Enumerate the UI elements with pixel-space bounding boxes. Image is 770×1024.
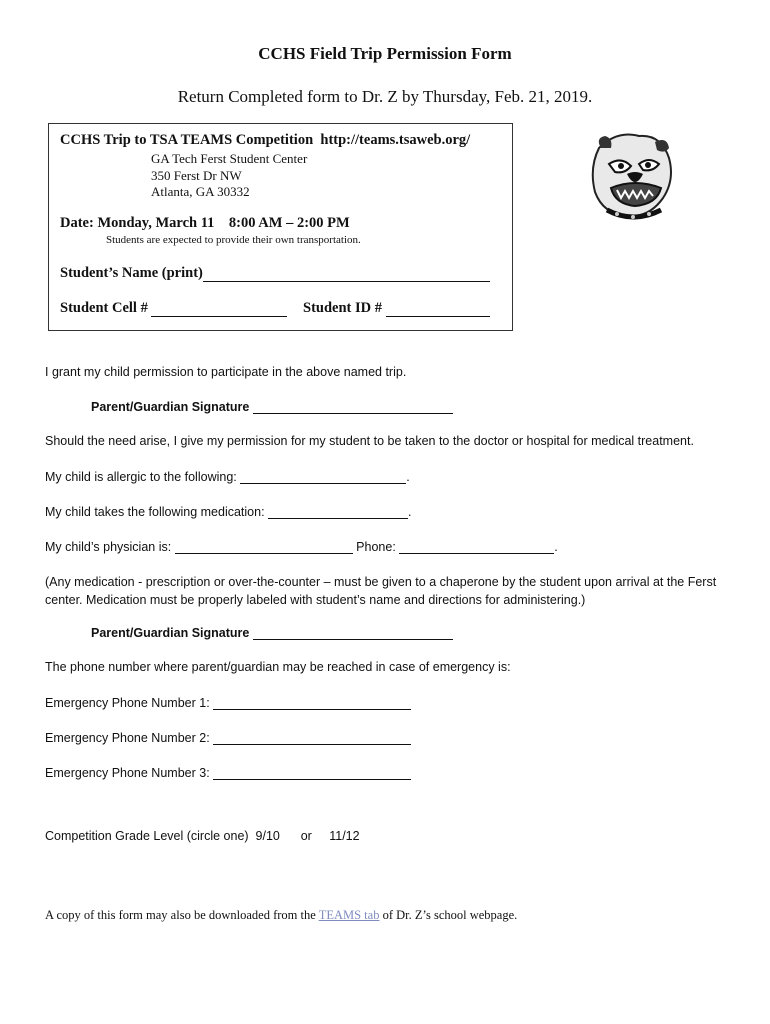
emergency-label-2: Emergency Phone Number 2: bbox=[45, 731, 210, 745]
transport-note: Students are expected to provide their own transportation. bbox=[106, 234, 361, 246]
student-name-label: Student’s Name (print) bbox=[60, 265, 203, 281]
student-id-row bbox=[303, 300, 490, 317]
emergency-field-2[interactable] bbox=[213, 730, 411, 745]
footer-note bbox=[45, 908, 517, 923]
physician-label: My child’s physician is: bbox=[45, 540, 172, 554]
phone-period: . bbox=[554, 540, 558, 554]
grant-text: I grant my child permission to participate in the above named trip. bbox=[45, 365, 407, 379]
city-address: Atlanta, GA 30332 bbox=[151, 184, 250, 199]
allergy-row bbox=[45, 469, 410, 484]
signature-label-1: Parent/Guardian Signature bbox=[91, 400, 250, 414]
page-title: CCHS Field Trip Permission Form bbox=[258, 44, 512, 63]
medication-label: My child takes the following medication: bbox=[45, 505, 265, 519]
street-address: 350 Ferst Dr NW bbox=[151, 167, 242, 183]
signature-row-1 bbox=[91, 399, 453, 414]
return-note: Return Completed form to Dr. Z by Thursday, Feb. 21, 2019. bbox=[177, 87, 593, 106]
grade-or: or bbox=[300, 829, 312, 843]
time-range: 8:00 AM – 2:00 PM bbox=[228, 215, 350, 231]
signature-field-1[interactable] bbox=[253, 399, 453, 414]
student-name-field[interactable] bbox=[203, 267, 490, 282]
venue-name: GA Tech Ferst Student Center bbox=[151, 151, 308, 166]
medication-field[interactable] bbox=[268, 504, 408, 519]
allergy-period: . bbox=[406, 470, 410, 484]
allergy-label: My child is allergic to the following: bbox=[45, 470, 237, 484]
emergency-field-1[interactable] bbox=[213, 695, 411, 710]
student-cell-row bbox=[60, 300, 287, 317]
trip-address bbox=[151, 151, 307, 201]
emergency-row-3 bbox=[45, 765, 411, 780]
physician-field[interactable] bbox=[175, 539, 353, 554]
emergency-label-3: Emergency Phone Number 3: bbox=[45, 766, 210, 780]
date-label: Date: Monday, March 11 bbox=[60, 215, 215, 231]
footer-prefix: A copy of this form may also be downloaded from the bbox=[45, 908, 316, 922]
grade-label: Competition Grade Level (circle one) bbox=[45, 829, 249, 843]
emergency-field-3[interactable] bbox=[213, 765, 411, 780]
trip-info-box bbox=[48, 123, 513, 331]
physician-phone-field[interactable] bbox=[399, 539, 554, 554]
medication-period: . bbox=[408, 505, 412, 519]
trip-url: http://teams.tsaweb.org/ bbox=[320, 132, 471, 148]
emergency-intro: The phone number where parent/guardian may be reached in case of emergency is: bbox=[45, 660, 511, 674]
signature-label-2: Parent/Guardian Signature bbox=[91, 626, 250, 640]
student-name-row bbox=[60, 265, 490, 282]
student-cell-field[interactable] bbox=[151, 302, 287, 317]
signature-row-2 bbox=[91, 625, 453, 640]
physician-row bbox=[45, 539, 558, 554]
trip-heading bbox=[60, 132, 470, 149]
signature-field-2[interactable] bbox=[253, 625, 453, 640]
medication-note: (Any medication - prescription or over-the-counter – must be given to a chaperone by the student upon arrival at the Ferst center. Medication must be properly labeled with student’s name and directions for administering.) bbox=[45, 575, 717, 607]
emergency-row-2 bbox=[45, 730, 411, 745]
medication-row bbox=[45, 504, 412, 519]
medical-text: Should the need arise, I give my permission for my student to be taken to the doctor or hospital for medical treatment. bbox=[45, 434, 694, 448]
grade-option-9-10[interactable]: 9/10 bbox=[255, 829, 280, 843]
emergency-label-1: Emergency Phone Number 1: bbox=[45, 696, 210, 710]
teams-tab-link[interactable]: TEAMS tab bbox=[318, 908, 380, 922]
student-id-label: Student ID # bbox=[303, 300, 382, 316]
phone-label: Phone: bbox=[356, 540, 396, 554]
grade-option-11-12[interactable]: 11/12 bbox=[329, 829, 360, 843]
allergy-field[interactable] bbox=[240, 469, 406, 484]
footer-suffix: of Dr. Z’s school webpage. bbox=[382, 908, 518, 922]
student-cell-label: Student Cell # bbox=[60, 300, 148, 316]
grade-row bbox=[45, 829, 360, 843]
emergency-row-1 bbox=[45, 695, 411, 710]
student-id-field[interactable] bbox=[386, 302, 490, 317]
bulldog-mascot-icon bbox=[587, 128, 677, 222]
trip-name: CCHS Trip to TSA TEAMS Competition bbox=[60, 132, 314, 148]
trip-date bbox=[60, 215, 350, 232]
